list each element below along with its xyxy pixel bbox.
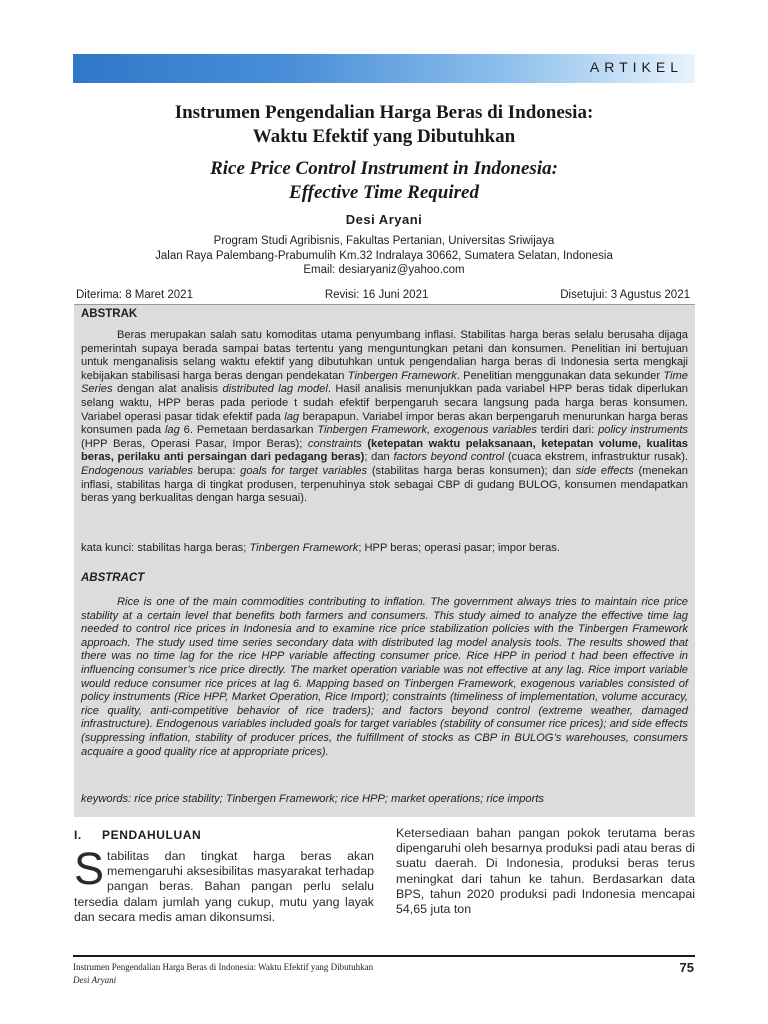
- text-segment: dengan alat analisis: [112, 383, 223, 396]
- text-segment: Tinbergen Framework: [347, 369, 457, 382]
- text-segment: berapapun. Variabel impor beras akan berpengaruh menurunkan harga beras konsumen pada: [81, 410, 688, 437]
- text-segment: side effects: [575, 464, 634, 477]
- page-number: 75: [679, 960, 694, 975]
- text-segment: lag: [164, 424, 180, 437]
- text-segment: ; dan: [364, 451, 394, 464]
- intro-paragraph-right: Ketersediaan bahan pangan pokok terutama beras dipengaruhi oleh besarnya produksi padi atau beras di suatu daerah. Di Indonesia, produksi beras terus meningkat dari tahun ke tahun. Berdasarkan data BPS, tahun 2020 produksi padi Indonesia mencapai 54,65 juta ton: [396, 826, 695, 917]
- text-segment: factors beyond control: [393, 451, 505, 464]
- text-segment: (stabilitas harga beras konsumen); dan: [367, 464, 576, 477]
- text-segment: goals for target variables: [240, 464, 368, 477]
- text-segment: terdiri dari:: [536, 424, 599, 437]
- footer-divider: [73, 955, 695, 957]
- title-indonesian: [73, 101, 695, 149]
- column-left: [74, 828, 374, 925]
- section-title: PENDAHULUAN: [102, 828, 202, 842]
- text-segment: (ketepatan waktu pelaksanaan, ketepatan volume, kualitas beras, perilaku anti persaingan dari pedagang beras): [81, 437, 688, 464]
- author-email: Email: desiaryaniz@yahoo.com: [303, 264, 465, 276]
- footer-running-title: Instrumen Pengendalian Harga Beras di Indonesia: Waktu Efektif yang Dibutuhkan: [73, 962, 374, 972]
- title-english-line2: Effective Time Required: [289, 182, 479, 203]
- text-segment: Beras merupakan salah satu komoditas utama penyumbang inflasi. Stabilitas harga beras selalu berusaha dijaga pemerintah supaya berada sampai batas tertentu yang menguntungkan petani dan konsumen. Penelitian ini bertujuan untuk menganalisis selang waktu efektif yang dibutuhkan untuk pengendalian harga beras di Indonesia serta mengkaji kebijakan stabilisasi harga beras dengan pendekatan: [81, 329, 688, 382]
- abstract-body: Rice is one of the main commodities contributing to inflation. The government always tries to maintain rice price stability at a certain level that benefits both farmers and consumers. This study aimed to analyze the effective time lag needed to control rice prices in Indonesia and to examine rice price stabilization policies with the Tinbergen Framework approach. The study used time series secondary data with distributed lag model analysis tools. The results showed that there was no time lag for the rice HPP variable affecting consumer price. Rice HPP in period t had been effective in influencing consumer’s rice price directly. The market operation variable was not effective at any lag. Rice import variable would reduce consumer rice prices at lag 6. Mapping based on Tinbergen Framework, exogenous variables consisted of policy instruments (Rice HPP, Market Operation, Rice Import); constraints (timeliness of implementation, volume accuracy, rice quality, anti-competitive behavior of rice traders); and factors beyond control (extreme weather, damaged infrastructure). Endogenous variables included goals for target variables (stability of consumer rice prices); and side effects (suppressing inflation, stability of producer prices, the fulfillment of stocks as CBP in BULOG’s warehouses, consumers acquaire a good quality rice at appropriate prices).: [81, 596, 688, 758]
- text-segment: . Penelitian menggunakan data sekunder: [456, 369, 664, 382]
- text-segment: constraints: [307, 437, 362, 450]
- date-revised: Revisi: 16 Juni 2021: [324, 289, 429, 301]
- text-segment: Tinbergen Framework: [249, 542, 359, 554]
- text-segment: (HPP Beras, Operasi Pasar, Impor Beras);: [81, 437, 308, 450]
- text-segment: . Hasil analisis menunjukkan pada variabel HPP beras tidak diperlukan selang waktu, HPP beras pada periode t sudah efektif berpengaruh secara langsung pada harga beras konsumen. Variabel operasi pasar tidak efektif pada: [81, 383, 688, 423]
- section-heading: [74, 828, 374, 842]
- article-dates: [76, 289, 690, 301]
- abstract-box: [74, 304, 695, 817]
- section-banner: [73, 54, 695, 83]
- affiliation: [73, 234, 695, 278]
- affiliation-line1: Program Studi Agribisnis, Fakultas Pertanian, Universitas Sriwijaya: [213, 235, 555, 247]
- text-segment: Time Series: [81, 369, 688, 396]
- affiliation-line2: Jalan Raya Palembang-Prabumulih Km.32 Indralaya 30662, Sumatera Selatan, Indonesia: [155, 249, 613, 262]
- intro-text-left: tabilitas dan tingkat harga beras akan memengaruhi aksesibilitas masyarakat terhadap pangan beras. Bahan pangan perlu selalu tersedia dalam jumlah yang cukup, mutu yang layak dan secara medis aman dikonsumsi.: [74, 849, 374, 924]
- text-segment: (cuaca ekstrem, infrastruktur rusak).: [504, 451, 689, 464]
- drop-cap: S: [74, 843, 105, 894]
- text-segment: Endogenous variables: [81, 464, 193, 477]
- section-number: I.: [74, 828, 82, 842]
- text-segment: (menekan inflasi, stabilitas harga di tingkat produsen, terpenuhinya stok sebagai CBP di gudang BULOG, konsumen mendapatkan beras yang berkualitas dengan harga sesuai).: [81, 464, 688, 505]
- text-segment: berupa:: [192, 464, 241, 477]
- abstrak-body: [81, 329, 688, 506]
- text-segment: Tinbergen Framework, exogenous variables: [317, 424, 537, 437]
- abstrak-heading: ABSTRAK: [81, 308, 138, 320]
- text-segment: distributed lag model: [222, 383, 328, 396]
- footer-author: Desi Aryani: [73, 975, 117, 985]
- date-accepted: Disetujui: 3 Agustus 2021: [560, 289, 690, 301]
- date-received: Diterima: 8 Maret 2021: [76, 289, 193, 301]
- abstract-heading: ABSTRACT: [81, 572, 145, 584]
- text-segment: 6. Pemetaan berdasarkan: [179, 424, 318, 437]
- text-segment: ; HPP beras; operasi pasar; impor beras.: [358, 542, 560, 554]
- abstract-keywords: keywords: rice price stability; Tinbergen Framework; rice HPP; market operations; rice imports: [81, 793, 545, 805]
- title-indonesian-line2: Waktu Efektif yang Dibutuhkan: [252, 126, 516, 147]
- article-type-label: ARTIKEL: [589, 59, 683, 75]
- text-segment: kata kunci: stabilitas harga beras;: [81, 542, 250, 554]
- text-segment: lag: [284, 410, 300, 423]
- title-english-line1: Rice Price Control Instrument in Indonesia:: [210, 158, 558, 179]
- abstrak-keywords: [81, 542, 688, 556]
- column-right: [396, 826, 695, 917]
- author-name: Desi Aryani: [345, 212, 423, 227]
- intro-paragraph-left: [74, 843, 374, 925]
- text-segment: policy instruments: [598, 424, 688, 437]
- title-indonesian-line1: Instrumen Pengendalian Harga Beras di Indonesia:: [174, 102, 594, 123]
- title-english: [73, 157, 695, 205]
